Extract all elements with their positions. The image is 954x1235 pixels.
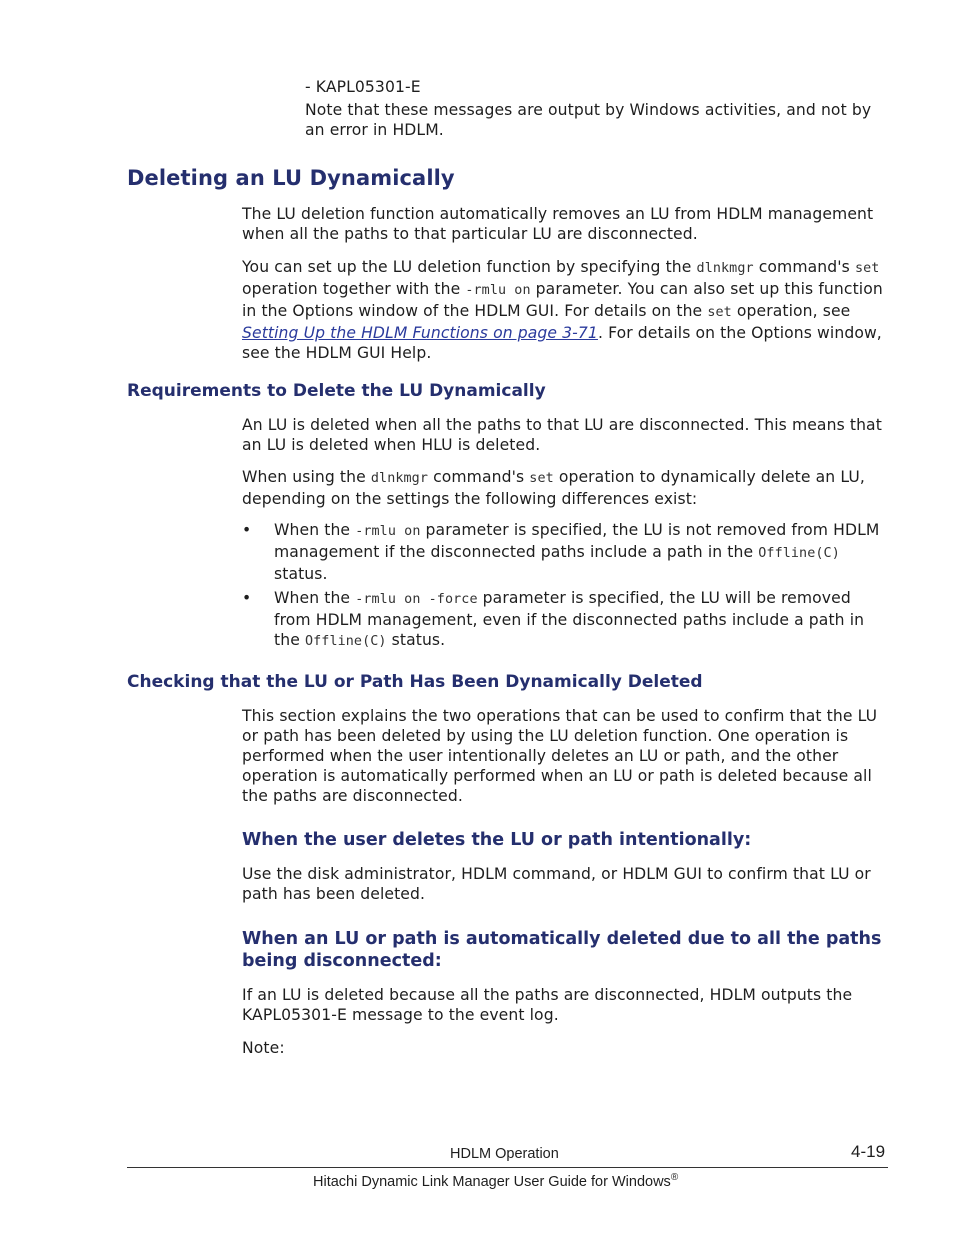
- checking-paragraph: This section explains the two operations that can be used to confirm that the LU or path has been deleted by using the LU deletion function. One operation is performed when the user intentionally deletes an LU or path, and the other operation is automatically performed when an LU or path is deleted because all the paths are disconnected.: [242, 707, 878, 805]
- text-run: parameter is specified, the LU is not removed from HDLM management if the disconnected paths include a path in the: [274, 521, 880, 561]
- code-rmlu-on-force: -rmlu on -force: [355, 592, 478, 607]
- footer-chapter: HDLM Operation: [450, 1146, 559, 1162]
- bullet-marker: •: [242, 589, 252, 607]
- code-set: set: [707, 305, 732, 320]
- checking-heading: Checking that the LU or Path Has Been Dynamically Deleted: [127, 672, 703, 692]
- text-run: command's: [753, 258, 855, 276]
- section-title: Deleting an LU Dynamically: [127, 166, 455, 190]
- text-run: When the: [274, 589, 356, 607]
- text-run: parameter. You can also set up this function in the Options window of the HDLM GUI. For details on the: [242, 280, 883, 320]
- code-set: set: [854, 261, 880, 276]
- registered-mark: ®: [670, 1172, 679, 1183]
- code-rmlu-on: -rmlu on: [355, 524, 421, 539]
- subheading-automatic: When an LU or path is automatically deleted due to all the paths being disconnected:: [242, 929, 882, 971]
- text-run: status.: [274, 565, 328, 583]
- guide-title-text: Hitachi Dynamic Link Manager User Guide for Windows: [313, 1173, 671, 1190]
- footer-guide-title: [313, 1172, 678, 1190]
- text-run: When the: [274, 521, 356, 539]
- bullet-item: [242, 588, 892, 652]
- text-run: operation together with the: [242, 280, 466, 298]
- code-set: set: [529, 471, 554, 486]
- footer-divider: [127, 1167, 888, 1168]
- text-run: operation, see: [731, 302, 851, 320]
- text-run: status.: [386, 631, 446, 649]
- intro-note: Note that these messages are output by Windows activities, and not by an error in HDLM.: [305, 101, 872, 139]
- text-run: operation to dynamically delete an LU, depending on the settings the following differences exist:: [242, 468, 865, 508]
- text-run: . For details on the Options window, see the HDLM GUI Help.: [242, 324, 882, 362]
- requirements-paragraph-2: [242, 467, 892, 509]
- code-dlnkmgr: dlnkmgr: [370, 471, 429, 486]
- bullet-marker: •: [242, 521, 252, 539]
- intentional-paragraph: Use the disk administrator, HDLM command, or HDLM GUI to confirm that LU or path has been deleted.: [242, 865, 871, 903]
- section-paragraph-2: [242, 257, 892, 363]
- code-dlnkmgr: dlnkmgr: [696, 261, 754, 276]
- code-offline-c: Offline(C): [758, 546, 840, 561]
- requirements-paragraph-1: An LU is deleted when all the paths to that LU are disconnected. This means that an LU is deleted when HLU is deleted.: [242, 416, 882, 454]
- section-paragraph-1: The LU deletion function automatically removes an LU from HDLM management when all the paths to that particular LU are disconnected.: [242, 205, 874, 243]
- page-number: 4-19: [851, 1142, 886, 1161]
- note-label: Note:: [242, 1039, 285, 1057]
- bullet-item: [242, 520, 892, 584]
- text-run: command's: [428, 468, 530, 486]
- message-id: - KAPL05301-E: [305, 78, 421, 96]
- automatic-paragraph: If an LU is deleted because all the paths are disconnected, HDLM outputs the KAPL05301-E message to the event log.: [242, 986, 853, 1024]
- subheading-intentional: When the user deletes the LU or path intentionally:: [242, 830, 752, 850]
- text-run: parameter is specified, the LU will be removed from HDLM management, even if the disconnected paths include a path in the: [274, 589, 865, 649]
- text-run: When using the: [242, 468, 371, 486]
- code-offline-c: Offline(C): [304, 634, 387, 649]
- code-rmlu-on: -rmlu on: [465, 283, 531, 298]
- text-run: You can set up the LU deletion function by specifying the: [242, 258, 697, 276]
- requirements-heading: Requirements to Delete the LU Dynamically: [127, 381, 546, 401]
- cross-reference-link[interactable]: Setting Up the HDLM Functions on page 3-71: [242, 324, 598, 342]
